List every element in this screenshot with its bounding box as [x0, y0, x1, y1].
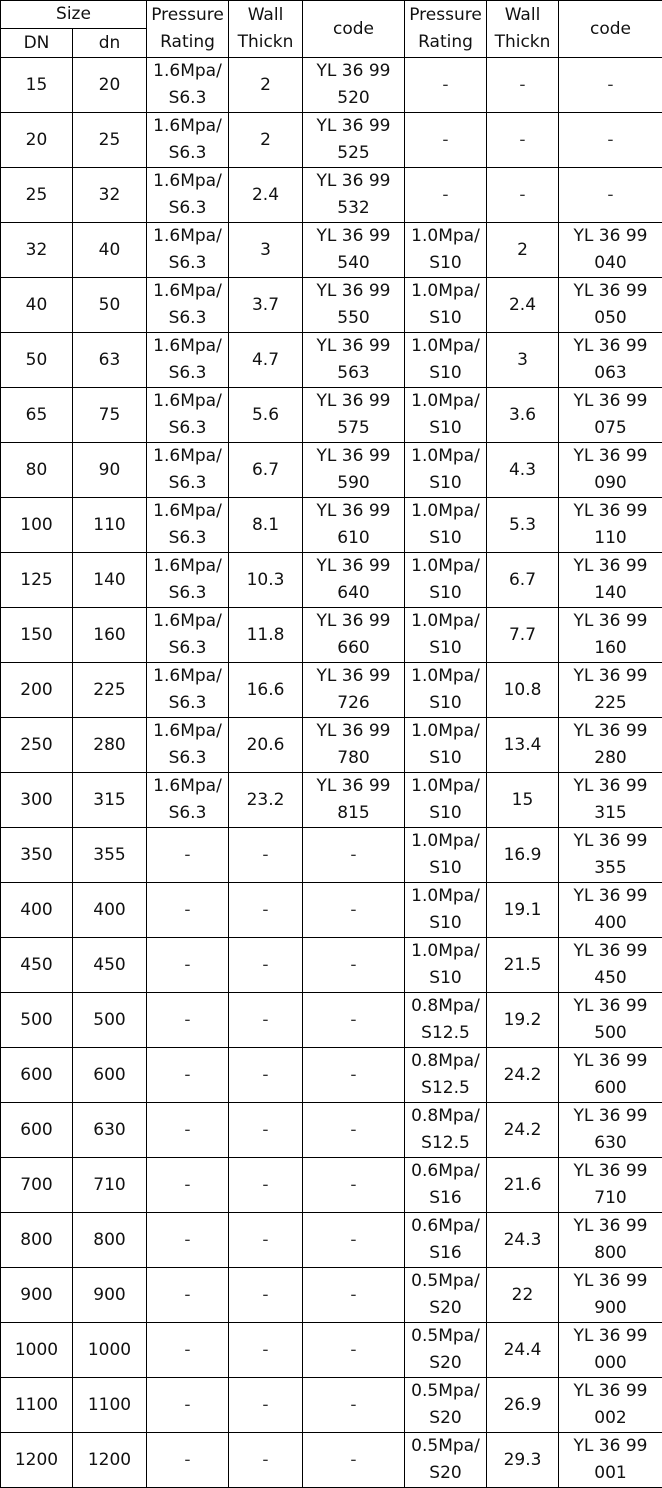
- wall-thickness-cell-2: 26.9: [487, 1378, 559, 1433]
- pressure-rating-cell-1: 1.6Mpa/ S6.3: [147, 443, 229, 498]
- pressure-rating-cell-1: -: [147, 883, 229, 938]
- dn-cell: 250: [1, 718, 73, 773]
- wall-thickness-cell-1: -: [229, 1378, 303, 1433]
- wall-thickness-cell-1: -: [229, 1103, 303, 1158]
- pressure-rating-cell-2: 1.0Mpa/ S10: [405, 938, 487, 993]
- wall-thickness-header-1: Wall Thickn: [229, 1, 303, 58]
- dn-small-cell: 25: [73, 113, 147, 168]
- pressure-rating-cell-2: 0.5Mpa/ S20: [405, 1378, 487, 1433]
- pressure-rating-cell-2: -: [405, 168, 487, 223]
- code-cell-2: YL 36 99 315: [559, 773, 662, 828]
- pressure-rating-cell-1: -: [147, 1268, 229, 1323]
- dn-upper-header: DN: [1, 29, 73, 58]
- wall-thickness-cell-1: 3.7: [229, 278, 303, 333]
- dn-cell: 800: [1, 1213, 73, 1268]
- code-cell-1: -: [303, 1158, 405, 1213]
- code-cell-1: YL 36 99 532: [303, 168, 405, 223]
- code-cell-1: YL 36 99 563: [303, 333, 405, 388]
- pressure-rating-cell-2: 0.5Mpa/ S20: [405, 1323, 487, 1378]
- dn-small-cell: 280: [73, 718, 147, 773]
- table-row: [1, 1048, 662, 1103]
- wall-thickness-cell-1: -: [229, 938, 303, 993]
- code-cell-2: YL 36 99 110: [559, 498, 662, 553]
- dn-small-cell: 20: [73, 58, 147, 113]
- code-cell-2: -: [559, 58, 662, 113]
- wall-thickness-cell-1: 5.6: [229, 388, 303, 443]
- pressure-rating-cell-1: -: [147, 1433, 229, 1488]
- pressure-rating-cell-1: 1.6Mpa/ S6.3: [147, 58, 229, 113]
- code-cell-1: -: [303, 1048, 405, 1103]
- table-row: [1, 113, 662, 168]
- pressure-rating-cell-2: 0.5Mpa/ S20: [405, 1433, 487, 1488]
- code-cell-2: YL 36 99 800: [559, 1213, 662, 1268]
- wall-thickness-cell-1: -: [229, 1158, 303, 1213]
- dn-small-cell: 500: [73, 993, 147, 1048]
- pressure-rating-cell-1: 1.6Mpa/ S6.3: [147, 663, 229, 718]
- code-cell-1: -: [303, 938, 405, 993]
- table-row: [1, 993, 662, 1048]
- wall-thickness-cell-1: 16.6: [229, 663, 303, 718]
- code-cell-1: YL 36 99 525: [303, 113, 405, 168]
- wall-thickness-cell-1: -: [229, 1213, 303, 1268]
- pressure-rating-cell-2: 0.6Mpa/ S16: [405, 1158, 487, 1213]
- wall-thickness-cell-1: 11.8: [229, 608, 303, 663]
- wall-thickness-cell-1: -: [229, 993, 303, 1048]
- table-row: [1, 663, 662, 718]
- pressure-rating-cell-2: 0.8Mpa/ S12.5: [405, 1048, 487, 1103]
- wall-thickness-cell-1: 2: [229, 113, 303, 168]
- dn-cell: 600: [1, 1048, 73, 1103]
- dn-small-cell: 63: [73, 333, 147, 388]
- wall-thickness-cell-2: -: [487, 168, 559, 223]
- wall-thickness-cell-2: 21.5: [487, 938, 559, 993]
- pressure-rating-cell-2: 0.8Mpa/ S12.5: [405, 993, 487, 1048]
- table-row: [1, 1433, 662, 1488]
- pressure-rating-cell-1: 1.6Mpa/ S6.3: [147, 498, 229, 553]
- pressure-rating-cell-2: 1.0Mpa/ S10: [405, 663, 487, 718]
- dn-small-cell: 710: [73, 1158, 147, 1213]
- wall-thickness-cell-1: 6.7: [229, 443, 303, 498]
- pressure-rating-cell-2: 1.0Mpa/ S10: [405, 883, 487, 938]
- dn-cell: 50: [1, 333, 73, 388]
- pressure-rating-cell-1: 1.6Mpa/ S6.3: [147, 113, 229, 168]
- dn-small-cell: 900: [73, 1268, 147, 1323]
- code-cell-2: YL 36 99 000: [559, 1323, 662, 1378]
- dn-cell: 350: [1, 828, 73, 883]
- pressure-rating-cell-1: 1.6Mpa/ S6.3: [147, 223, 229, 278]
- dn-cell: 65: [1, 388, 73, 443]
- code-cell-2: YL 36 99 160: [559, 608, 662, 663]
- dn-cell: 500: [1, 993, 73, 1048]
- code-header-1: code: [303, 1, 405, 58]
- table-row: [1, 168, 662, 223]
- code-cell-1: YL 36 99 815: [303, 773, 405, 828]
- dn-cell: 300: [1, 773, 73, 828]
- pressure-rating-cell-1: 1.6Mpa/ S6.3: [147, 333, 229, 388]
- pressure-rating-cell-2: 1.0Mpa/ S10: [405, 773, 487, 828]
- table-row: [1, 718, 662, 773]
- dn-small-cell: 32: [73, 168, 147, 223]
- code-cell-1: -: [303, 1378, 405, 1433]
- wall-thickness-cell-2: 6.7: [487, 553, 559, 608]
- wall-thickness-cell-1: -: [229, 1048, 303, 1103]
- wall-thickness-cell-1: 23.2: [229, 773, 303, 828]
- dn-small-cell: 75: [73, 388, 147, 443]
- pressure-rating-cell-2: 1.0Mpa/ S10: [405, 223, 487, 278]
- pressure-rating-cell-2: 1.0Mpa/ S10: [405, 718, 487, 773]
- code-cell-1: -: [303, 1433, 405, 1488]
- wall-thickness-cell-2: 19.1: [487, 883, 559, 938]
- dn-small-cell: 1000: [73, 1323, 147, 1378]
- dn-cell: 600: [1, 1103, 73, 1158]
- dn-cell: 32: [1, 223, 73, 278]
- dn-lower-header: dn: [73, 29, 147, 58]
- code-cell-1: YL 36 99 550: [303, 278, 405, 333]
- wall-thickness-cell-1: 10.3: [229, 553, 303, 608]
- pressure-rating-cell-2: 1.0Mpa/ S10: [405, 828, 487, 883]
- table-row: [1, 883, 662, 938]
- pressure-rating-header-2: Pressure Rating: [405, 1, 487, 58]
- wall-thickness-cell-2: 13.4: [487, 718, 559, 773]
- table-row: [1, 1268, 662, 1323]
- wall-thickness-cell-2: 5.3: [487, 498, 559, 553]
- dn-cell: 1100: [1, 1378, 73, 1433]
- pressure-rating-cell-1: 1.6Mpa/ S6.3: [147, 168, 229, 223]
- table-body: [1, 58, 662, 1488]
- dn-cell: 150: [1, 608, 73, 663]
- table-row: [1, 1103, 662, 1158]
- code-cell-2: YL 36 99 710: [559, 1158, 662, 1213]
- dn-small-cell: 225: [73, 663, 147, 718]
- wall-thickness-cell-2: 21.6: [487, 1158, 559, 1213]
- wall-thickness-cell-2: 7.7: [487, 608, 559, 663]
- code-cell-1: YL 36 99 640: [303, 553, 405, 608]
- dn-cell: 200: [1, 663, 73, 718]
- table-row: [1, 443, 662, 498]
- table-row: [1, 223, 662, 278]
- code-cell-2: YL 36 99 140: [559, 553, 662, 608]
- wall-thickness-cell-1: -: [229, 1433, 303, 1488]
- code-cell-2: YL 36 99 075: [559, 388, 662, 443]
- table-row: [1, 828, 662, 883]
- wall-thickness-cell-1: 3: [229, 223, 303, 278]
- code-cell-1: -: [303, 828, 405, 883]
- code-cell-1: -: [303, 1103, 405, 1158]
- dn-cell: 125: [1, 553, 73, 608]
- dn-small-cell: 630: [73, 1103, 147, 1158]
- wall-thickness-cell-2: -: [487, 113, 559, 168]
- size-header: Size: [1, 1, 147, 29]
- pressure-rating-cell-1: -: [147, 1378, 229, 1433]
- code-cell-1: -: [303, 1268, 405, 1323]
- table-row: [1, 333, 662, 388]
- dn-small-cell: 355: [73, 828, 147, 883]
- dn-small-cell: 600: [73, 1048, 147, 1103]
- wall-thickness-cell-2: 24.2: [487, 1103, 559, 1158]
- code-cell-1: -: [303, 993, 405, 1048]
- pressure-rating-cell-1: -: [147, 938, 229, 993]
- code-cell-2: YL 36 99 280: [559, 718, 662, 773]
- wall-thickness-cell-1: -: [229, 883, 303, 938]
- pressure-rating-cell-1: -: [147, 993, 229, 1048]
- dn-cell: 40: [1, 278, 73, 333]
- wall-thickness-cell-1: 8.1: [229, 498, 303, 553]
- wall-thickness-cell-1: -: [229, 1268, 303, 1323]
- pressure-rating-cell-2: 1.0Mpa/ S10: [405, 333, 487, 388]
- pressure-rating-cell-1: -: [147, 1048, 229, 1103]
- dn-cell: 20: [1, 113, 73, 168]
- pressure-rating-cell-2: 1.0Mpa/ S10: [405, 278, 487, 333]
- pressure-rating-cell-2: 1.0Mpa/ S10: [405, 443, 487, 498]
- dn-cell: 450: [1, 938, 73, 993]
- pressure-rating-cell-2: -: [405, 58, 487, 113]
- code-cell-2: YL 36 99 355: [559, 828, 662, 883]
- pressure-rating-cell-1: 1.6Mpa/ S6.3: [147, 773, 229, 828]
- dn-cell: 1000: [1, 1323, 73, 1378]
- code-cell-1: YL 36 99 610: [303, 498, 405, 553]
- code-cell-1: YL 36 99 575: [303, 388, 405, 443]
- wall-thickness-cell-2: 3: [487, 333, 559, 388]
- pressure-rating-header-1: Pressure Rating: [147, 1, 229, 58]
- wall-thickness-cell-2: 2.4: [487, 278, 559, 333]
- code-cell-2: YL 36 99 090: [559, 443, 662, 498]
- pressure-rating-cell-1: 1.6Mpa/ S6.3: [147, 553, 229, 608]
- wall-thickness-cell-2: 24.3: [487, 1213, 559, 1268]
- wall-thickness-cell-2: 2: [487, 223, 559, 278]
- wall-thickness-cell-2: 15: [487, 773, 559, 828]
- code-cell-1: YL 36 99 590: [303, 443, 405, 498]
- code-cell-2: YL 36 99 063: [559, 333, 662, 388]
- dn-small-cell: 315: [73, 773, 147, 828]
- pressure-rating-cell-2: 1.0Mpa/ S10: [405, 498, 487, 553]
- dn-cell: 100: [1, 498, 73, 553]
- dn-cell: 700: [1, 1158, 73, 1213]
- wall-thickness-cell-2: 4.3: [487, 443, 559, 498]
- dn-small-cell: 450: [73, 938, 147, 993]
- wall-thickness-cell-1: 20.6: [229, 718, 303, 773]
- table-row: [1, 1378, 662, 1433]
- pressure-rating-cell-2: 0.5Mpa/ S20: [405, 1268, 487, 1323]
- table-row: [1, 938, 662, 993]
- wall-thickness-cell-2: 29.3: [487, 1433, 559, 1488]
- header-row-1: [1, 1, 662, 29]
- pressure-rating-cell-2: 1.0Mpa/ S10: [405, 608, 487, 663]
- wall-thickness-cell-1: 2.4: [229, 168, 303, 223]
- code-cell-2: YL 36 99 900: [559, 1268, 662, 1323]
- wall-thickness-cell-2: 22: [487, 1268, 559, 1323]
- pressure-rating-cell-1: 1.6Mpa/ S6.3: [147, 278, 229, 333]
- wall-thickness-cell-1: 2: [229, 58, 303, 113]
- table-row: [1, 388, 662, 443]
- wall-thickness-cell-2: 3.6: [487, 388, 559, 443]
- code-cell-1: YL 36 99 660: [303, 608, 405, 663]
- dn-small-cell: 400: [73, 883, 147, 938]
- pressure-rating-cell-1: 1.6Mpa/ S6.3: [147, 608, 229, 663]
- wall-thickness-cell-1: -: [229, 828, 303, 883]
- dn-cell: 80: [1, 443, 73, 498]
- dn-small-cell: 110: [73, 498, 147, 553]
- table-row: [1, 773, 662, 828]
- table-row: [1, 58, 662, 113]
- wall-thickness-cell-2: 10.8: [487, 663, 559, 718]
- wall-thickness-cell-2: 24.4: [487, 1323, 559, 1378]
- wall-thickness-header-2: Wall Thickn: [487, 1, 559, 58]
- dn-small-cell: 800: [73, 1213, 147, 1268]
- table-row: [1, 553, 662, 608]
- table-row: [1, 278, 662, 333]
- dn-small-cell: 40: [73, 223, 147, 278]
- wall-thickness-cell-1: -: [229, 1323, 303, 1378]
- code-cell-2: YL 36 99 050: [559, 278, 662, 333]
- code-cell-1: YL 36 99 780: [303, 718, 405, 773]
- dn-small-cell: 1200: [73, 1433, 147, 1488]
- code-header-2: code: [559, 1, 662, 58]
- pressure-rating-cell-2: 0.6Mpa/ S16: [405, 1213, 487, 1268]
- pressure-rating-cell-2: -: [405, 113, 487, 168]
- table-row: [1, 608, 662, 663]
- table-row: [1, 1158, 662, 1213]
- wall-thickness-cell-2: 19.2: [487, 993, 559, 1048]
- code-cell-2: YL 36 99 400: [559, 883, 662, 938]
- code-cell-2: -: [559, 168, 662, 223]
- code-cell-1: -: [303, 1213, 405, 1268]
- pressure-rating-cell-1: -: [147, 1103, 229, 1158]
- dn-small-cell: 1100: [73, 1378, 147, 1433]
- dn-small-cell: 160: [73, 608, 147, 663]
- dn-cell: 25: [1, 168, 73, 223]
- code-cell-2: YL 36 99 001: [559, 1433, 662, 1488]
- wall-thickness-cell-2: -: [487, 58, 559, 113]
- code-cell-2: YL 36 99 002: [559, 1378, 662, 1433]
- code-cell-2: YL 36 99 600: [559, 1048, 662, 1103]
- pressure-rating-cell-1: -: [147, 828, 229, 883]
- dn-small-cell: 90: [73, 443, 147, 498]
- code-cell-2: YL 36 99 225: [559, 663, 662, 718]
- pressure-rating-cell-1: -: [147, 1158, 229, 1213]
- pressure-rating-cell-1: 1.6Mpa/ S6.3: [147, 718, 229, 773]
- wall-thickness-cell-1: 4.7: [229, 333, 303, 388]
- dn-small-cell: 140: [73, 553, 147, 608]
- code-cell-2: -: [559, 113, 662, 168]
- dn-cell: 1200: [1, 1433, 73, 1488]
- code-cell-1: YL 36 99 726: [303, 663, 405, 718]
- pressure-rating-cell-2: 0.8Mpa/ S12.5: [405, 1103, 487, 1158]
- table-row: [1, 1213, 662, 1268]
- table-row: [1, 1323, 662, 1378]
- wall-thickness-cell-2: 16.9: [487, 828, 559, 883]
- code-cell-1: YL 36 99 540: [303, 223, 405, 278]
- code-cell-1: -: [303, 883, 405, 938]
- code-cell-2: YL 36 99 630: [559, 1103, 662, 1158]
- code-cell-2: YL 36 99 450: [559, 938, 662, 993]
- code-cell-2: YL 36 99 040: [559, 223, 662, 278]
- pressure-rating-cell-2: 1.0Mpa/ S10: [405, 388, 487, 443]
- code-cell-1: YL 36 99 520: [303, 58, 405, 113]
- code-cell-2: YL 36 99 500: [559, 993, 662, 1048]
- dn-cell: 900: [1, 1268, 73, 1323]
- wall-thickness-cell-2: 24.2: [487, 1048, 559, 1103]
- pressure-rating-cell-1: -: [147, 1323, 229, 1378]
- code-cell-1: -: [303, 1323, 405, 1378]
- dn-cell: 15: [1, 58, 73, 113]
- table-row: [1, 498, 662, 553]
- pressure-rating-cell-1: -: [147, 1213, 229, 1268]
- dn-small-cell: 50: [73, 278, 147, 333]
- dn-cell: 400: [1, 883, 73, 938]
- pressure-rating-cell-2: 1.0Mpa/ S10: [405, 553, 487, 608]
- pressure-rating-cell-1: 1.6Mpa/ S6.3: [147, 388, 229, 443]
